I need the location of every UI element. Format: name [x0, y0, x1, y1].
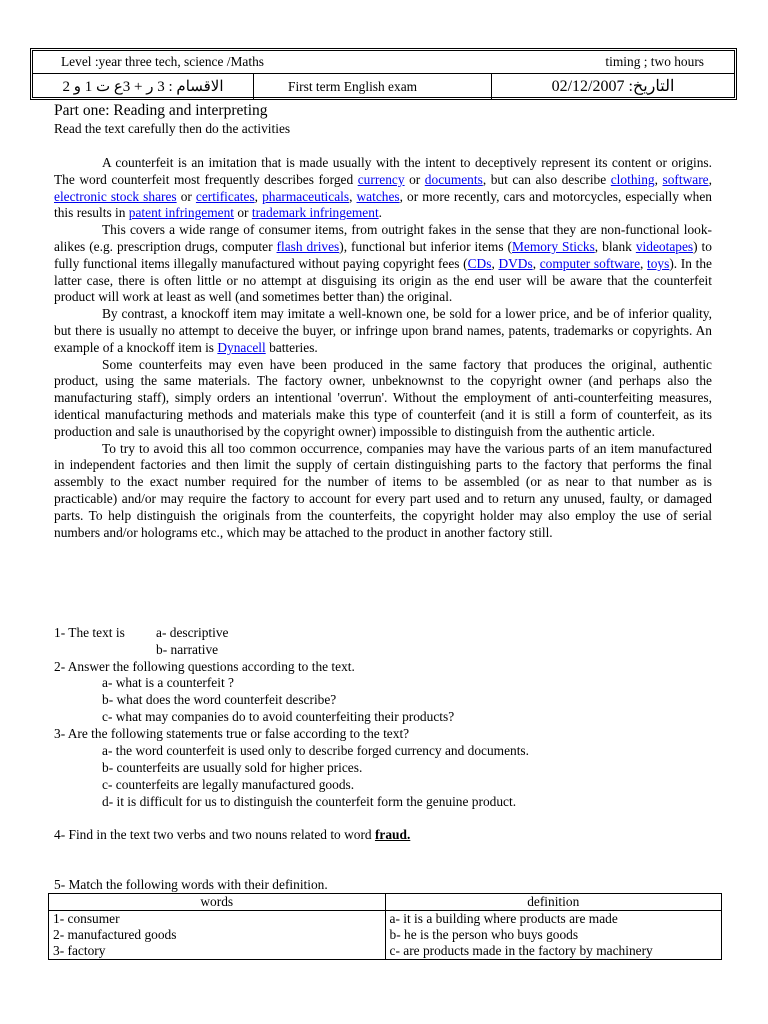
question-3-c: c- counterfeits are legally manufactured goods.: [102, 777, 355, 792]
link-cds[interactable]: CDs: [467, 255, 492, 271]
table-row: [49, 911, 722, 928]
link-trademark-infringement[interactable]: trademark infringement: [251, 205, 379, 221]
link-certificates[interactable]: certificates: [195, 188, 255, 204]
text: ,: [491, 255, 499, 271]
link-toys[interactable]: toys: [647, 255, 670, 271]
question-2-c: c- what may companies do to avoid counterfeiting their products?: [102, 709, 455, 724]
question-4-text: 4- Find in the text two verbs and two nouns related to word: [54, 827, 375, 842]
question-3: 3- Are the following statements true or false according to the text?: [54, 726, 410, 741]
link-memory-sticks[interactable]: Memory Sticks: [511, 238, 595, 254]
text: ), functional but inferior items (: [339, 238, 512, 254]
question-1-stem: 1- The text is: [54, 625, 125, 640]
question-1-option-b: b- narrative: [156, 642, 219, 657]
link-videotapes[interactable]: videotapes: [635, 238, 694, 254]
text: This covers a wide range of consumer items, from outright fakes in the sense that they are non-functional look-alikes (e.g. prescription drugs, computer: [54, 222, 712, 254]
text: or: [404, 171, 425, 187]
word-cell: 3- factory: [49, 943, 386, 960]
text: ,: [532, 255, 540, 271]
definition-cell: c- are products made in the factory by machinery: [385, 943, 722, 960]
question-5: 5- Match the following words with their definition.: [54, 877, 328, 892]
question-3-d: d- it is difficult for us to distinguish the counterfeit form the genuine product.: [102, 794, 517, 809]
text: ,: [708, 171, 712, 187]
question-3-a: a- the word counterfeit is used only to describe forged currency and documents.: [102, 743, 529, 758]
text: or: [234, 205, 252, 221]
level-label: Level :year three tech, science /Maths: [61, 53, 264, 69]
link-currency[interactable]: currency: [357, 171, 405, 187]
timing-label: timing ; two hours: [605, 53, 704, 69]
text: A counterfeit is an imitation that is made usually with the intent to deceptively represent its content or origins. The word counterfeit most frequently describes forged: [54, 155, 712, 187]
paragraph-5: To try to avoid this all too common occurrence, companies may have the various parts of an item manufactured in independent factories and then limit the supply of certain distinguishing parts to the factory that performs the final assembly to the exact number required for the number of items to be assembled (or as near to that number as is practicable) and/or may require the factory to account for every part used and to return any unused, faulty, or damaged parts. To help distinguish the originals from the counterfeits, the copyright holder may also employ the use of serial numbers and/or holograms etc., which may be attached to the product in another factory still.: [54, 440, 712, 540]
link-flash-drives[interactable]: flash drives: [276, 238, 340, 254]
definition-cell: a- it is a building where products are made: [385, 911, 722, 928]
word-cell: 1- consumer: [49, 911, 386, 928]
match-table: [48, 893, 722, 960]
text: ,: [349, 188, 357, 204]
keyword-fraud: fraud.: [374, 827, 411, 842]
exam-title: First term English exam: [253, 74, 491, 100]
classes-label: الاقسام : 3 ر + 3ع ت 1 و 2: [62, 78, 224, 95]
table-row: [49, 927, 722, 943]
word-cell: 2- manufactured goods: [49, 927, 386, 943]
question-4: [54, 827, 410, 844]
question-1-option-a: a- descriptive: [156, 625, 229, 640]
reading-passage: [54, 155, 712, 541]
question-1: [54, 625, 229, 642]
link-dvds[interactable]: DVDs: [498, 255, 533, 271]
question-2-a: a- what is a counterfeit ?: [102, 675, 234, 690]
part-title: Part one: Reading and interpreting: [54, 102, 268, 119]
paragraph-1: [54, 155, 712, 222]
text: or: [176, 188, 196, 204]
paragraph-2: [54, 222, 712, 306]
definition-cell: b- he is the person who buys goods: [385, 927, 722, 943]
header-row-2: [33, 74, 734, 100]
column-header-words: words: [49, 894, 386, 911]
link-clothing[interactable]: clothing: [610, 171, 655, 187]
exam-header: [30, 48, 737, 100]
table-row: [49, 943, 722, 960]
header-row-1: [33, 51, 734, 74]
instruction: Read the text carefully then do the activities: [54, 121, 291, 136]
text: ). In the latter case, there is often little or no attempt at disguising its origin as the end user will be aware that the counterfeit product will work at least as well (and sometimes better than) the original.: [54, 255, 712, 305]
link-computer-software[interactable]: computer software: [539, 255, 641, 271]
column-header-definition: definition: [385, 894, 722, 911]
text: .: [378, 205, 383, 221]
link-dynacell[interactable]: Dynacell: [217, 339, 266, 355]
text: By contrast, a knockoff item may imitate a well-known one, be sold for a lower price, and be of inferior quality, but there is usually no attempt to deceive the buyer, or infringe upon brand names, patents, trademarks or copyrights. An example of a knockoff item is: [54, 306, 712, 355]
text: ) to fully functional items illegally manufactured without paying copyright fees (: [54, 238, 712, 271]
link-documents[interactable]: documents: [424, 171, 483, 187]
link-electronic-stock-shares[interactable]: electronic stock shares: [54, 188, 177, 204]
paragraph-3: [54, 306, 712, 356]
text: , blank: [594, 238, 636, 254]
paragraph-4: Some counterfeits may even have been produced in the same factory that produces the original, authentic product, using the same materials. The factory owner, unbeknownst to the copyright owner (and perhaps also the manufacturing staff), simply orders an intentional 'overrun'. Without the employment of anti-counterfeiting measures, identical manufacturing methods and materials make this type of counterfeit (and it is still a form of counterfeit, as its production and sale is unauthorised by the copyright owner) impossible to distinguish from the authentic article.: [54, 356, 712, 439]
text: ,: [254, 188, 263, 204]
question-2: 2- Answer the following questions according to the text.: [54, 659, 355, 674]
link-software[interactable]: software: [662, 171, 709, 187]
link-patent-infringement[interactable]: patent infringement: [128, 205, 235, 221]
link-watches[interactable]: watches: [356, 188, 400, 204]
question-2-b: b- what does the word counterfeit describe?: [102, 692, 337, 707]
text: ,: [640, 255, 648, 271]
text: batteries.: [265, 339, 318, 355]
link-pharmaceuticals[interactable]: pharmaceuticals: [262, 188, 350, 204]
question-3-b: b- counterfeits are usually sold for higher prices.: [102, 760, 363, 775]
text: , or more recently, cars and motorcycles, especially when this results in: [54, 188, 712, 221]
table-header-row: [49, 894, 722, 911]
exam-date: التاريخ: 02/12/2007: [491, 74, 734, 100]
text: ,: [654, 171, 663, 187]
text: , but can also describe: [482, 171, 611, 187]
